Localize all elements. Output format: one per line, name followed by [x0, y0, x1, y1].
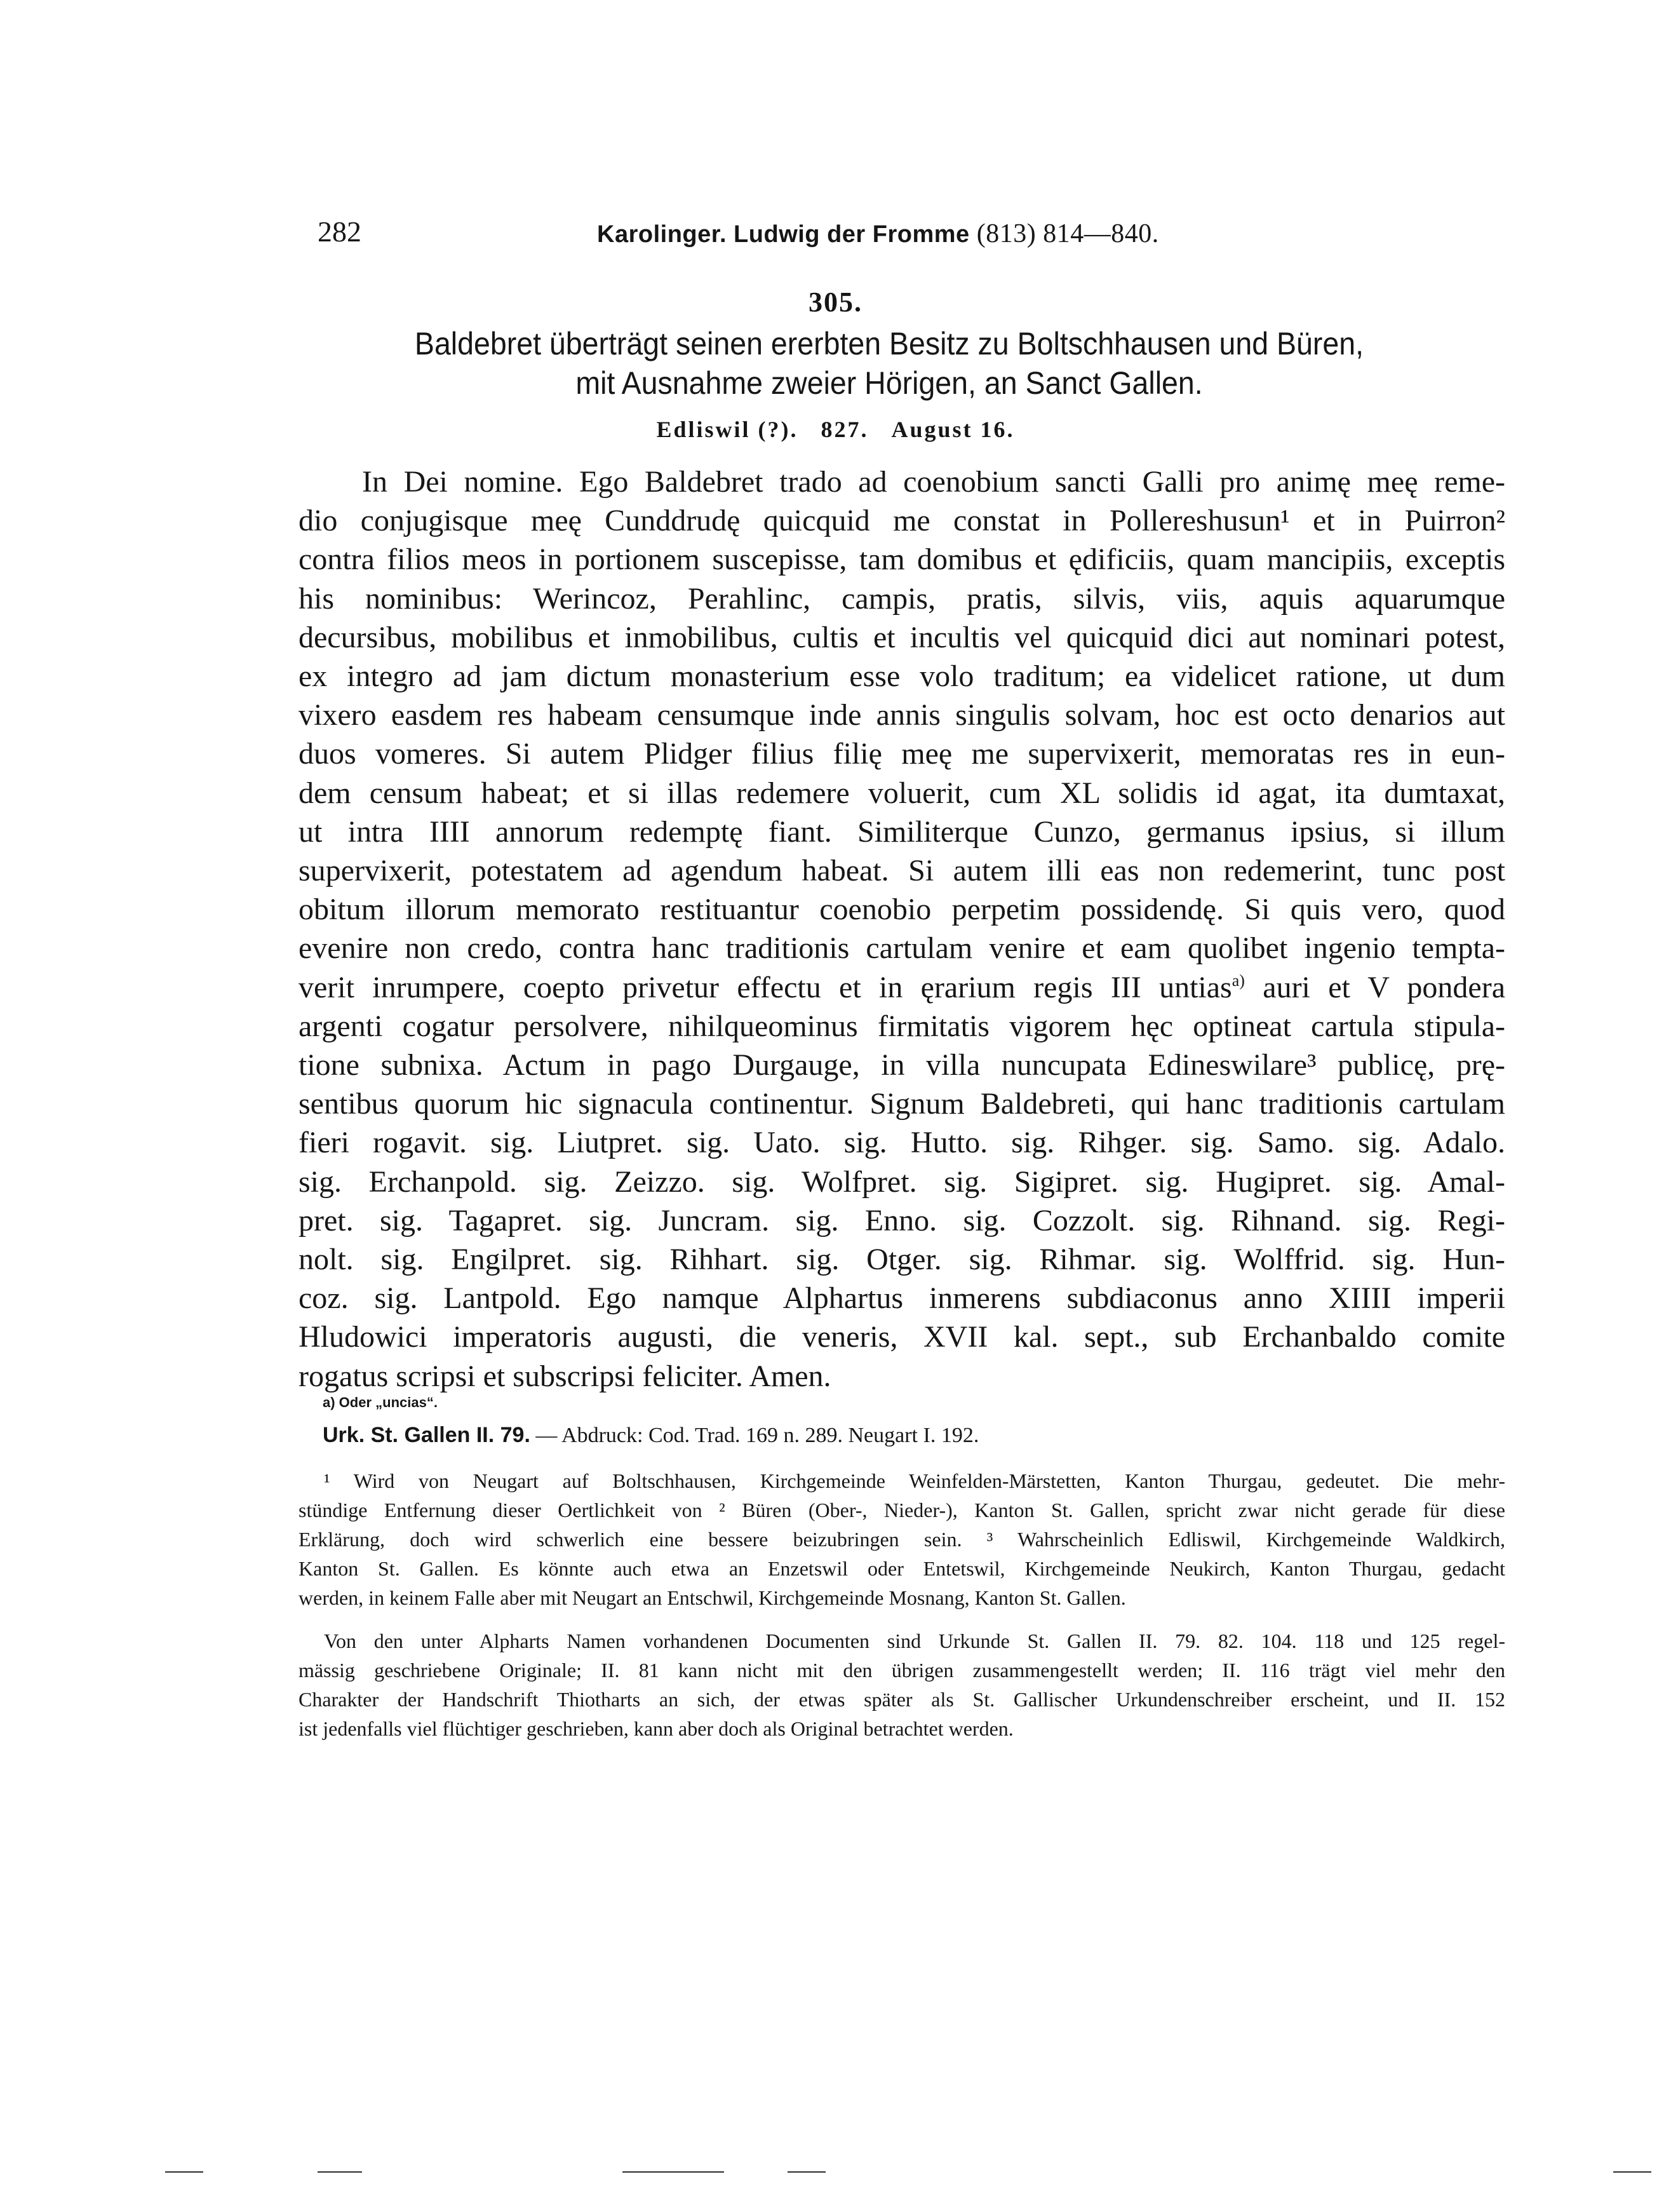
- text-line: In Dei nomine. Ego Baldebret trado ad coenobium sancti Galli pro animę meę reme-: [362, 465, 1505, 499]
- text-line: evenire non credo, contra hanc traditionis cartulam venire et eam quolibet ingenio tempta-: [299, 931, 1505, 966]
- text-line: decursibus, mobilibus et inmobilibus, cultis et incultis vel quicquid dici aut nominari potest,: [299, 620, 1505, 654]
- scan-artifact-line: [165, 2171, 203, 2173]
- remark-line: Von den unter Alpharts Namen vorhandenen Documenten sind Urkunde St. Gallen II. 79. 82. 104. 118 und 125 regel-: [324, 1629, 1505, 1652]
- scribe-remark: [299, 1626, 1505, 1743]
- footnote-line: ¹ Wird von Neugart auf Boltschhausen, Kirchgemeinde Weinfelden-Märstetten, Kanton Thurgau, gedeutet. Die mehr-: [324, 1469, 1505, 1492]
- text-line: obitum illorum memorato restituantur coenobio perpetim possidendę. Si quis vero, quod: [299, 893, 1505, 927]
- text-line: dio conjugisque meę Cunddrudę quicquid me constat in Pollereshusun¹ et in Puirron²: [299, 504, 1505, 538]
- charter-number: 305.: [809, 287, 862, 318]
- remark-line: Charakter der Handschrift Thiotharts an sich, der etwas später als St. Gallischer Urkundenschreiber erscheint, und II. 152: [299, 1688, 1505, 1711]
- running-title-text: Karolinger. Ludwig der Fromme: [597, 221, 970, 248]
- charter-title-line: mit Ausnahme zweier Hörigen, an Sanct Gallen.: [575, 365, 1203, 401]
- charter-place: Edliswil (?).: [656, 417, 798, 442]
- text-line: fieri rogavit. sig. Liutpret. sig. Uato. sig. Hutto. sig. Rihger. sig. Samo. sig. Adalo.: [299, 1126, 1505, 1160]
- text-line: contra filios meos in portionem suscepisse, tam domibus et ędificiis, quam mancipiis, exceptis: [299, 543, 1505, 577]
- text-line: ex integro ad jam dictum monasterium esse volo traditum; ea videlicet ratione, ut dum: [299, 659, 1505, 694]
- running-header: [318, 215, 1524, 266]
- remark-line: mässig geschriebene Originale; II. 81 kann nicht mit den übrigen zusammengestellt werden; II. 116 trägt viel mehr den: [299, 1659, 1505, 1682]
- place-and-date: [0, 416, 1671, 443]
- text-line: Hludowici imperatoris augusti, die veneris, XVII kal. sept., sub Erchanbaldo comite: [299, 1320, 1505, 1354]
- scan-artifact-line: [1613, 2171, 1651, 2173]
- source-editions: — Abdruck: Cod. Trad. 169 n. 289. Neugart I. 192.: [530, 1424, 979, 1447]
- scan-artifact-line: [622, 2171, 724, 2173]
- scan-artifact-line: [318, 2171, 362, 2173]
- variant-marker: a): [1231, 971, 1245, 990]
- charter-title-line: Baldebret überträgt seinen ererbten Besitz zu Boltschhausen und Büren,: [414, 326, 1364, 361]
- text-line-head: verit inrumpere, coepto privetur effectu et in ęrarium regis III untias: [299, 970, 1232, 1004]
- charter-day: August 16.: [891, 417, 1015, 442]
- text-line: nolt. sig. Engilpret. sig. Rihhart. sig. Otger. sig. Rihmar. sig. Wolffrid. sig. Hun-: [299, 1243, 1505, 1277]
- source-citation: [323, 1423, 979, 1448]
- remark-line: ist jedenfalls viel flüchtiger geschrieben, kann aber doch als Original betrachtet werden.: [299, 1717, 1014, 1740]
- text-line: coz. sig. Lantpold. Ego namque Alphartus inmerens subdiaconus anno XIIII imperii: [299, 1281, 1505, 1316]
- text-line: duos vomeres. Si autem Plidger filius filię meę me supervixerit, memoratas res in eun-: [299, 737, 1505, 771]
- footnote-line: stündige Entfernung dieser Oertlichkeit von ² Büren (Ober-, Nieder-), Kanton St. Gallen, spricht zwar nicht gerade für diese: [299, 1499, 1505, 1521]
- charter-title: [393, 324, 1385, 403]
- running-title: [597, 219, 1159, 249]
- text-line: sentibus quorum hic signacula continentur. Signum Baldebreti, qui hanc traditionis cartulam: [299, 1087, 1505, 1121]
- scan-artifact-line: [788, 2171, 826, 2173]
- page-number: 282: [318, 215, 361, 248]
- text-line: pret. sig. Tagapret. sig. Juncram. sig. Enno. sig. Cozzolt. sig. Rihnand. sig. Regi-: [299, 1203, 1505, 1238]
- text-line: ut intra IIII annorum redemptę fiant. Similiterque Cunzo, germanus ipsius, si illum: [299, 814, 1505, 849]
- charter-year: 827.: [821, 417, 869, 442]
- text-line: vixero easdem res habeam censumque inde annis singulis solvam, hoc est octo denarios aut: [299, 698, 1505, 732]
- text-line: tione subnixa. Actum in pago Durgauge, in villa nuncupata Edineswilare³ publicę, prę-: [299, 1048, 1505, 1082]
- footnote-line: werden, in keinem Falle aber mit Neugart an Entschwil, Kirchgemeinde Mosnang, Kanton St. Gallen.: [299, 1586, 1126, 1609]
- charter-text: [299, 462, 1505, 1396]
- text-line: his nominibus: Werincoz, Perahlinc, campis, pratis, silvis, viis, aquis aquarumque: [299, 581, 1505, 616]
- text-line: [299, 968, 1505, 1007]
- running-dates: (813) 814—840.: [976, 219, 1159, 248]
- text-line: argenti cogatur persolvere, nihilqueominus firmitatis vigorem hęc optineat cartula stipula-: [299, 1009, 1505, 1043]
- variant-note: a) Oder „uncias“.: [323, 1394, 438, 1410]
- text-line: rogatus scripsi et subscripsi feliciter. Amen.: [299, 1359, 831, 1393]
- footnote-line: Kanton St. Gallen. Es könnte auch etwa an Enzetswil oder Entetswil, Kirchgemeinde Neukirch, Kanton Thurgau, gedacht: [299, 1557, 1505, 1580]
- text-line: supervixerit, potestatem ad agendum habeat. Si autem illi eas non redemerint, tunc post: [299, 854, 1505, 888]
- text-line: sig. Erchanpold. sig. Zeizzo. sig. Wolfpret. sig. Sigipret. sig. Hugipret. sig. Amal-: [299, 1164, 1505, 1199]
- footnotes: [299, 1466, 1505, 1612]
- text-line-tail: auri et V pondera: [1244, 970, 1506, 1004]
- footnote-line: Erklärung, doch wird schwerlich eine bessere beizubringen sein. ³ Wahrscheinlich Edliswil, Kirchgemeinde Waldkirch,: [299, 1528, 1505, 1551]
- source-archive: Urk. St. Gallen II. 79.: [323, 1423, 530, 1447]
- text-line: dem censum habeat; et si illas redemere voluerit, cum XL solidis id agat, ita dumtaxat,: [299, 776, 1505, 810]
